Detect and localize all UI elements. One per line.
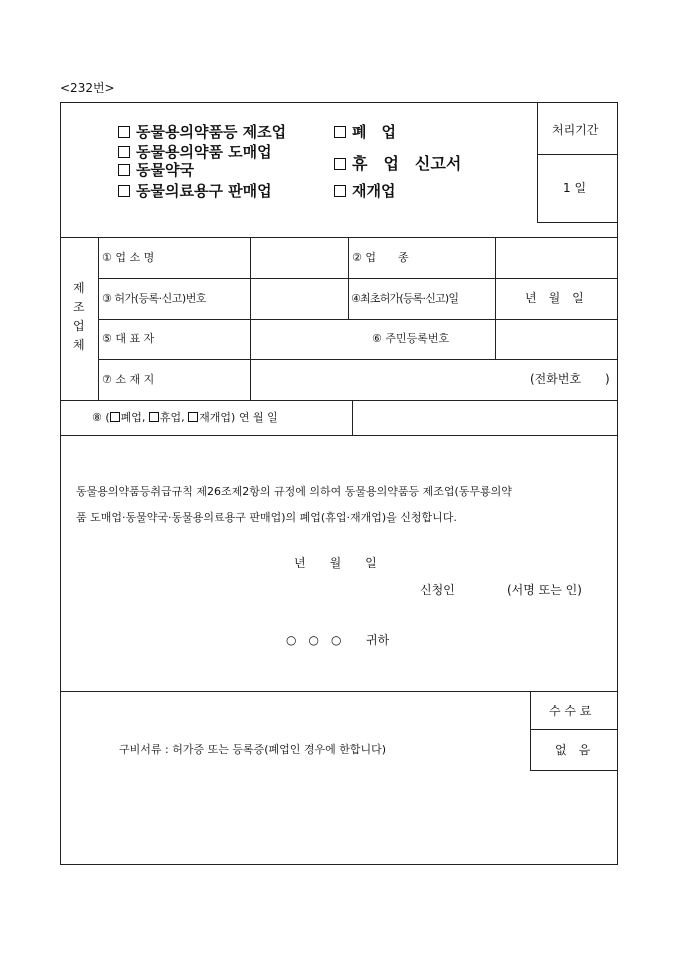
form-number: <232번>	[60, 81, 115, 95]
resident-number-label: ⑥ 주민등록번호	[372, 332, 450, 345]
application-text-line1: 동물용의약품등취급규칙 제26조제2항의 규정에 의하여 동물용의약품등 제조업(동무룡의약	[76, 485, 512, 498]
option-suspend[interactable]: 휴 업 신고서	[334, 156, 461, 172]
change-date-label: ⑧ ( 폐업, 휴업, 재개업) 연 월 일	[92, 411, 278, 424]
application-text-line2: 품 도매업·동물약국·동물용의료용구 판매업)의 폐업(휴업·재개업)을 신청합니다.	[76, 511, 457, 524]
checkbox-icon	[334, 158, 346, 170]
section-label-char: 체	[73, 338, 85, 352]
divider	[537, 222, 617, 223]
business-name-label: ① 업 소 명	[102, 251, 155, 264]
checkbox-icon[interactable]	[188, 412, 198, 422]
applicant-label: 신청인	[420, 583, 455, 597]
checkbox-icon	[118, 126, 130, 138]
divider	[348, 237, 349, 320]
processing-period-value: 1 일	[563, 181, 587, 195]
signature-label: (서명 또는 인)	[507, 583, 582, 597]
option-medical-device-sales[interactable]: 동물의료용구 판매업	[118, 184, 272, 199]
checkbox-icon	[334, 126, 346, 138]
checkbox-icon	[334, 185, 346, 197]
divider	[98, 237, 99, 401]
divider	[530, 770, 617, 771]
checkbox-icon	[118, 185, 130, 197]
section-label-char: 제	[73, 281, 85, 295]
divider	[530, 691, 531, 771]
resident-number-field[interactable]	[496, 320, 616, 359]
addressee-mark: ○ ○ ○	[286, 633, 342, 647]
license-number-label: ③ 허가(등록·신고)번호	[102, 292, 206, 305]
representative-label: ⑤ 대 표 자	[102, 332, 155, 345]
checkbox-icon[interactable]	[149, 412, 159, 422]
divider	[98, 278, 617, 279]
divider	[537, 154, 617, 155]
addressee-label: 귀하	[366, 633, 390, 647]
business-type-field[interactable]	[496, 238, 616, 278]
location-label: ⑦ 소 재 지	[102, 373, 155, 386]
license-number-field[interactable]	[251, 279, 347, 319]
application-date[interactable]: 년 월 일	[294, 556, 377, 570]
first-license-date-field[interactable]: 년 월 일	[525, 291, 584, 305]
section-label-char: 업	[73, 319, 85, 333]
checkbox-icon[interactable]	[110, 412, 120, 422]
phone-label: (전화번호 )	[530, 372, 610, 386]
representative-field[interactable]	[251, 320, 347, 359]
fee-label: 수 수 료	[549, 704, 592, 718]
first-license-date-label: ④최초허가(등록·신고)일	[351, 292, 459, 305]
business-name-field[interactable]	[251, 238, 347, 278]
change-date-field[interactable]	[353, 401, 616, 435]
divider	[60, 435, 617, 436]
divider	[530, 729, 617, 730]
checkbox-icon	[118, 146, 130, 158]
location-field[interactable]	[251, 360, 531, 400]
divider	[537, 102, 538, 223]
option-wholesale[interactable]: 동물용의약품 도매업	[118, 145, 272, 160]
required-documents: 구비서류 : 허가증 또는 등록증(폐업인 경우에 한합니다)	[119, 743, 387, 756]
section-label-char: 조	[73, 300, 85, 314]
option-pharmacy[interactable]: 동물약국	[118, 163, 194, 178]
checkbox-icon	[118, 164, 130, 176]
option-close[interactable]: 폐 업	[334, 125, 396, 140]
option-manufacturing[interactable]: 동물용의약품등 제조업	[118, 125, 286, 140]
processing-period-label: 처리기간	[552, 123, 599, 137]
fee-value: 없 음	[555, 743, 591, 757]
business-type-label: ② 업 종	[352, 251, 409, 264]
option-reopen[interactable]: 재개업	[334, 184, 395, 199]
divider	[60, 691, 617, 692]
